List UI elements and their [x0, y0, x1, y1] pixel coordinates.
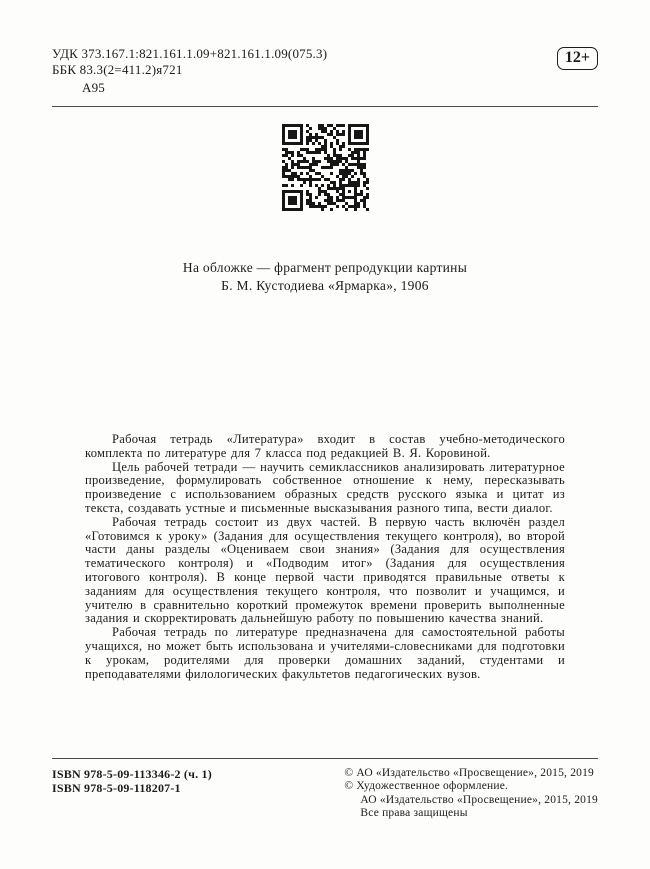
footer-columns — [52, 767, 598, 821]
isbn-line: ISBN 978-5-09-113346-2 (ч. 1) — [52, 767, 212, 781]
annotation-paragraph: Рабочая тетрадь «Литература» входит в состав учебно-методического комплекта по литературе для 7 класса под редакцией В. Я. Коровиной. — [85, 432, 565, 460]
udk-code: УДК 373.167.1:821.161.1.09+821.161.1.09(075.3) — [52, 46, 328, 61]
header-divider — [52, 106, 598, 107]
annotation-paragraph: Рабочая тетрадь по литературе предназначена для самостоятельной работы учащихся, но может быть использована и учителями-словесниками для подготовки к урокам, родителями для проверки домашних заданий, студентами и преподавателями филологических факультетов педагогических вузов. — [85, 625, 565, 681]
copyright-block — [344, 767, 598, 821]
annotation-paragraph: Цель рабочей тетради — научить семиклассников анализировать литературное произведение, формулировать собственное отношение к нему, пересказывать произведение с использованием образных средств русского языка и цитат из текста, создавать устные и письменные высказывания разного типа, вести диалог. — [85, 459, 565, 515]
annotation-paragraph: Рабочая тетрадь состоит из двух частей. В первую часть включён раздел «Готовимся к уроку» (Задания для осуществления текущего контроля), во второй части даны разделы «Оцениваем свои знания» (Задания для осуществления тематического контроля) и «Подводим итог» (Задания для осуществления итогового контроля). В конце первой части приводятся правильные ответы к заданиям для осуществления текущего контроля, что позволит и учащимся, и учителю в сравнительно короткий промежуток времени проверить выполненные задания и скорректировать дальнейшую работу по повышению качества знаний. — [85, 514, 565, 626]
annotation-block — [52, 433, 598, 681]
cover-note-line1: На обложке — фрагмент репродукции картины — [182, 260, 468, 275]
footer-divider — [52, 758, 598, 759]
age-rating-badge: 12+ — [557, 47, 598, 70]
header — [52, 46, 598, 96]
copyright-line: © АО «Издательство «Просвещение», 2015, 2019 — [344, 767, 595, 779]
copyright-line: АО «Издательство «Просвещение», 2015, 2019 — [360, 793, 598, 806]
cover-note-line2: Б. М. Кустодиева «Ярмарка», 1906 — [221, 278, 429, 293]
qr-section — [52, 124, 598, 211]
isbn-block — [52, 767, 212, 821]
bbk-code: ББК 83.3(2=411.2)я721 — [52, 62, 183, 77]
qr-code-icon — [282, 124, 369, 211]
isbn-line: ISBN 978-5-09-118207-1 — [52, 781, 181, 795]
copyright-line: © Художественное оформление. — [344, 780, 509, 793]
copyright-line: Все права защищены — [360, 807, 468, 820]
classification-codes — [52, 46, 327, 96]
author-sign-code: А95 — [82, 80, 105, 95]
footer — [52, 758, 598, 821]
cover-note — [52, 259, 598, 295]
